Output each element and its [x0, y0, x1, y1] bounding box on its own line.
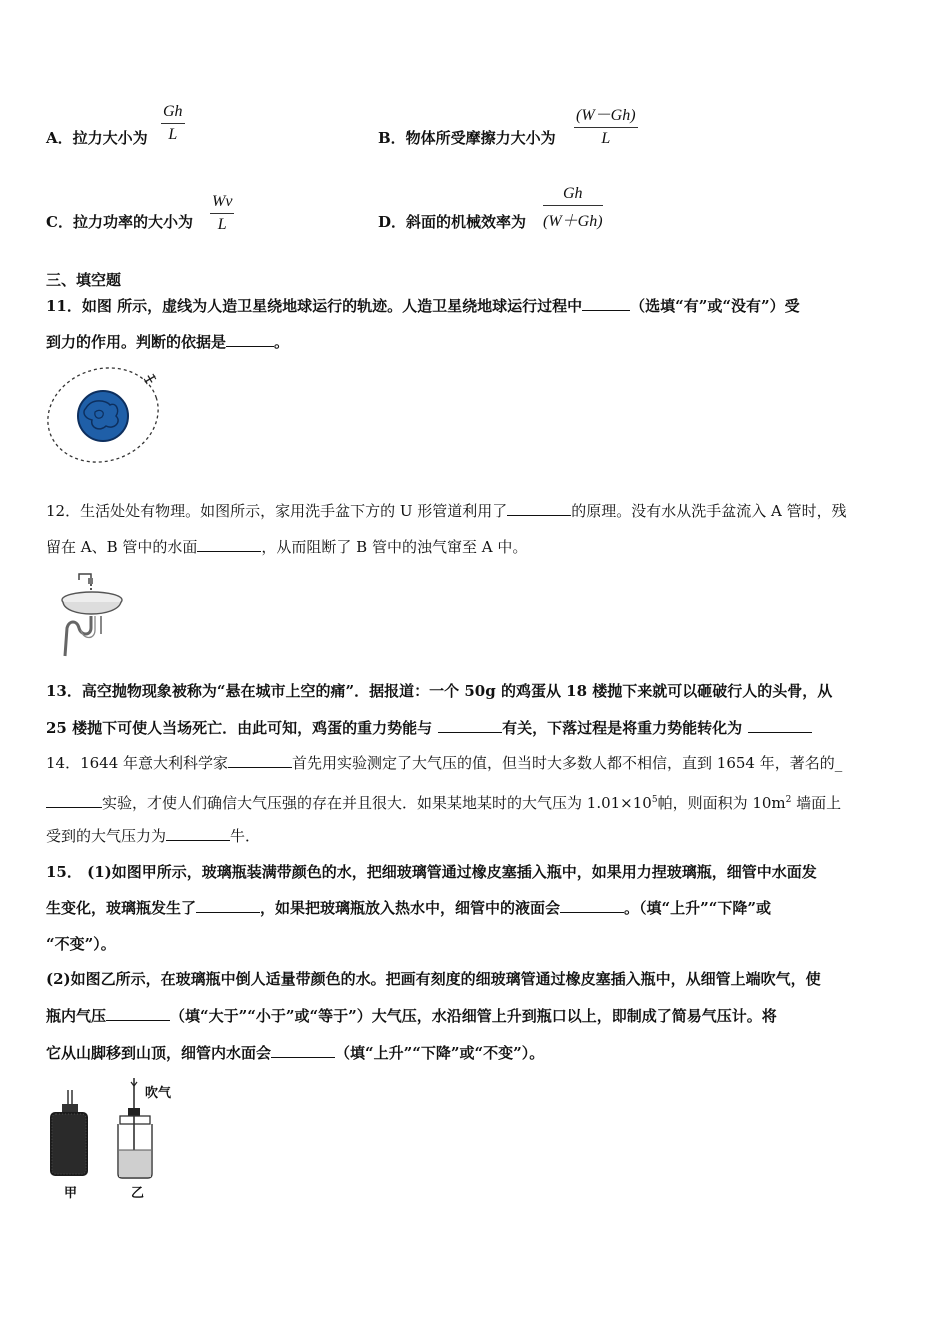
u-pipe	[65, 616, 91, 656]
q15-text-2a: 生变化，玻璃瓶发生了	[46, 899, 197, 917]
q14-area-exponent: 2	[785, 795, 792, 805]
q11-line-2	[46, 332, 906, 352]
washbasin-figure	[55, 570, 130, 660]
q15-blank-3[interactable]	[106, 1006, 170, 1021]
q11-text-2b: 。	[274, 333, 290, 351]
q15-text-2b: ，如果把玻璃瓶放入热水中，细管中的液面会	[260, 899, 561, 917]
option-b-label: B．物体所受摩擦力大小为	[378, 129, 556, 147]
q14-blank-3[interactable]	[166, 826, 230, 841]
satellite-orbit-figure	[40, 360, 170, 470]
q14-text-3b: 牛．	[230, 827, 261, 845]
q15-blank-1[interactable]	[196, 898, 260, 913]
q12-text-2a: 留在 A、B 管中的水面	[46, 538, 198, 556]
q11-text-1b: （选填“有”或“没有”）受	[630, 297, 800, 315]
option-c-numerator: Wv	[210, 193, 234, 214]
bottle-jia	[50, 1090, 88, 1176]
option-d-numerator: Gh	[543, 185, 603, 206]
section-title: 三、填空题	[46, 271, 122, 289]
q15-line-5	[46, 1006, 906, 1026]
q11-blank-1[interactable]	[582, 296, 630, 311]
q15-line-6	[46, 1043, 906, 1063]
q14-text-2b: 帕，则面积为 10m	[657, 794, 786, 812]
q12-text-2b: ，从而阻断了 B 管中的浊气窜至 A 中。	[261, 538, 528, 556]
q13-line-1: 13．高空抛物现象被称为“悬在城市上空的痛”．据报道：一个 50g 的鸡蛋从 18 楼抛下来就可以砸破行人的头骨，从	[46, 682, 833, 700]
q12-blank-2[interactable]	[197, 537, 261, 552]
q15-text-2c: 。（填“上升”“下降”或	[624, 899, 772, 917]
q11-text-1a: 11．如图 所示，虚线为人造卫星绕地球运行的轨迹。人造卫星绕地球运行过程中	[46, 297, 583, 315]
q15-line-4: (2)如图乙所示，在玻璃瓶中倒人适量带颜色的水。把画有刻度的细玻璃管通过橡皮塞插入瓶中，从细管上端吹气，使	[46, 970, 821, 988]
q12-text-1a: 12．生活处处有物理。如图所示，家用洗手盆下方的 U 形管道利用了	[46, 502, 508, 520]
jia-label: 甲	[64, 1186, 78, 1201]
option-c-label: C．拉力功率的大小为	[46, 213, 193, 231]
q14-blank-2[interactable]	[46, 793, 102, 808]
yi-label: 乙	[131, 1186, 145, 1201]
basin-bowl	[63, 602, 121, 614]
q14-line-3	[46, 826, 906, 846]
option-b-fraction	[574, 102, 638, 148]
q13-blank-1[interactable]	[438, 718, 502, 733]
option-b-numerator: (W－Gh)	[574, 102, 638, 128]
option-d-fraction	[543, 185, 603, 231]
option-a-label: A．拉力大小为	[46, 129, 148, 147]
q15-line-2	[46, 898, 906, 918]
option-b-denominator: L	[601, 130, 611, 147]
q14-line-1	[46, 753, 906, 773]
q14-line-2	[46, 790, 906, 813]
q15-text-6a: 它从山脚移到山顶，细管内水面会	[46, 1044, 272, 1062]
q15-blank-2[interactable]	[560, 898, 624, 913]
q14-text-1a: 14．1644 年意大利科学家	[46, 754, 229, 772]
q13-text-2b: 有关，下落过程是将重力势能转化为	[502, 719, 743, 737]
option-c-fraction	[210, 193, 234, 234]
q15-blank-4[interactable]	[271, 1043, 335, 1058]
q15-text-6b: （填“上升”“下降”或“不变”）。	[335, 1044, 545, 1062]
option-a-fraction	[161, 103, 185, 144]
option-a-denominator: L	[168, 126, 178, 143]
satellite-icon	[143, 373, 157, 386]
q15-text-5a: 瓶内气压	[46, 1007, 107, 1025]
option-c-denominator: L	[217, 216, 227, 233]
q11-text-2a: 到力的作用。判断的依据是	[46, 333, 227, 351]
q12-blank-1[interactable]	[507, 501, 571, 516]
q11-blank-2[interactable]	[226, 332, 274, 347]
q14-text-1b: 首先用实验测定了大气压的值，但当时大多数人都不相信，直到 1654 年，著名的_	[292, 754, 843, 772]
q13-blank-2[interactable]	[748, 718, 812, 733]
q15-line-1: 15． (1)如图甲所示，玻璃瓶装满带颜色的水，把细玻璃管通过橡皮塞插入瓶中，如果用力捏玻璃瓶，细管中水面发	[46, 863, 817, 881]
q13-text-2a: 25 楼抛下可使人当场死亡．由此可知，鸡蛋的重力势能与	[46, 719, 433, 737]
q14-text-3a: 受到的大气压力为	[46, 827, 167, 845]
q14-exponent: 5	[651, 795, 658, 805]
q12-line-2	[46, 537, 906, 557]
option-d-label: D．斜面的机械效率为	[378, 213, 527, 231]
q11-line-1	[46, 296, 906, 316]
q12-line-1	[46, 501, 906, 521]
q15-line-3: “不变”）。	[46, 935, 116, 953]
option-d-denominator: (W＋Gh)	[543, 213, 603, 230]
option-a-numerator: Gh	[161, 103, 185, 124]
q13-line-2	[46, 718, 906, 738]
q15-text-5b: （填“大于”“小于”或“等于”）大气压，水沿细管上升到瓶口以上，即制成了简易气压计。将	[170, 1007, 777, 1025]
q12-text-1b: 的原理。没有水从洗手盆流入 A 管时，残	[571, 502, 847, 520]
blow-label: 吹气	[145, 1086, 172, 1101]
q14-blank-1[interactable]	[228, 753, 292, 768]
q14-text-2a: 实验，才使人们确信大气压强的存在并且很大．如果某地某时的大气压为 1.01×10	[102, 794, 652, 812]
q14-text-2c: 墙面上	[791, 794, 842, 812]
